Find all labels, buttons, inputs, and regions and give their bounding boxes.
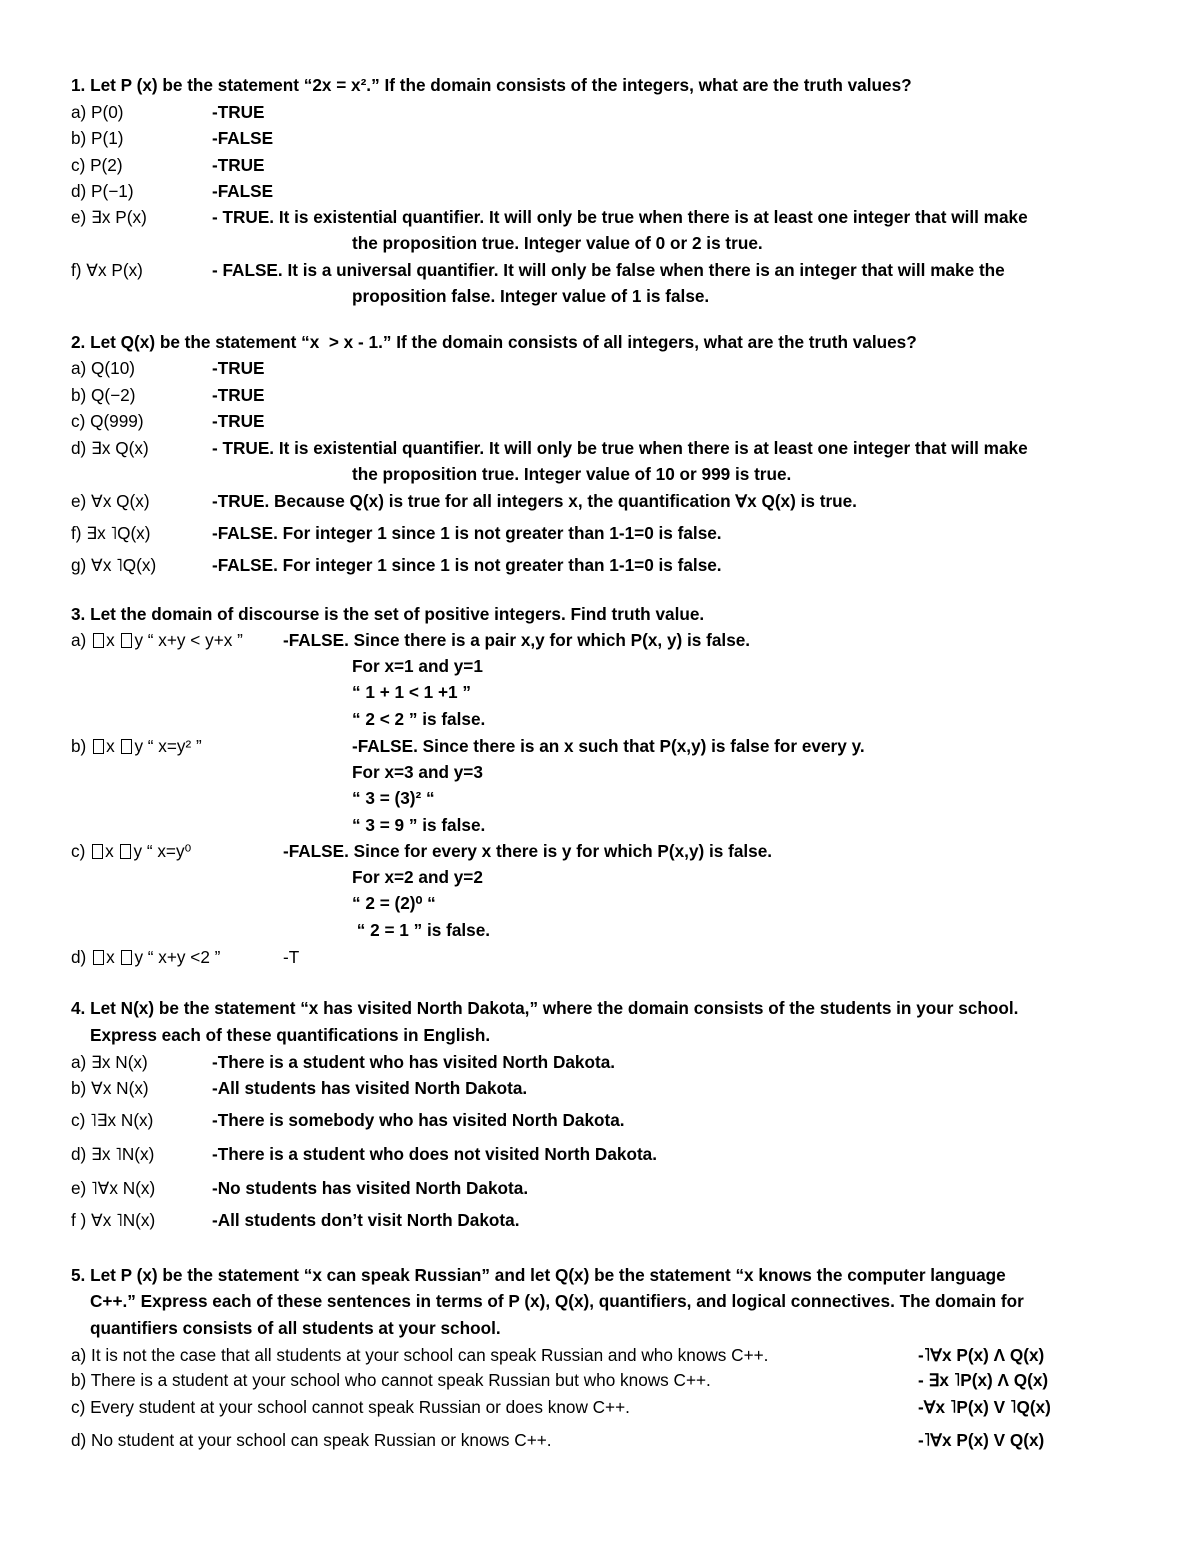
q3-a-work-1: For x=1 and y=1 — [352, 656, 483, 676]
q1-b-answer: -FALSE — [212, 128, 274, 148]
q1-c-answer: -TRUE — [212, 155, 265, 175]
q5-title-cont-2: quantifiers consists of all students at your school. — [90, 1318, 501, 1338]
q3-b-statement: y “ x=y² ” — [134, 736, 202, 756]
q4-d-answer: -There is a student who does not visited North Dakota. — [212, 1144, 658, 1164]
q3-b-work-3: “ 3 = 9 ” is false. — [352, 815, 486, 835]
q1-e-label: e) ∃x P(x) — [71, 207, 147, 227]
q3-a-statement: y “ x+y < y+x ” — [134, 630, 243, 650]
q3-b-work-1: For x=3 and y=3 — [352, 762, 483, 782]
q1-b-label: b) P(1) — [71, 128, 124, 148]
missing-glyph-box-icon — [120, 844, 131, 859]
q3-c-work-2: “ 2 = (2)⁰ “ — [352, 893, 436, 913]
missing-glyph-box-icon — [121, 739, 132, 754]
q3-c-var-x: x — [105, 841, 119, 861]
q4-b-label: b) ∀x N(x) — [71, 1078, 149, 1098]
missing-glyph-box-icon — [121, 633, 132, 648]
q4-b-answer: -All students has visited North Dakota. — [212, 1078, 528, 1098]
q2-a-answer: -TRUE — [212, 358, 265, 378]
q3-a-work-3: “ 2 < 2 ” is false. — [352, 709, 486, 729]
q4-d-label: d) ∃x ˥N(x) — [71, 1144, 155, 1164]
q3-b-work-2: “ 3 = (3)² “ — [352, 788, 435, 808]
q5-a-text: a) It is not the case that all students at your school can speak Russian and who knows C++. — [71, 1345, 769, 1365]
missing-glyph-box-icon — [92, 844, 103, 859]
q3-d-answer: -T — [283, 947, 300, 967]
q4-title: 4. Let N(x) be the statement “x has visited North Dakota,” where the domain consists of the students in your school. — [71, 998, 1019, 1018]
q3-title: 3. Let the domain of discourse is the set of positive integers. Find truth value. — [71, 604, 705, 624]
q3-d-var-x: x — [106, 947, 120, 967]
q2-title: 2. Let Q(x) be the statement “x > x - 1.” If the domain consists of all integers, what are the truth values? — [71, 332, 917, 352]
q2-g-label: g) ∀x ˥Q(x) — [71, 555, 157, 575]
q4-c-answer: -There is somebody who has visited North Dakota. — [212, 1110, 625, 1130]
missing-glyph-box-icon — [93, 950, 104, 965]
q3-b-answer: -FALSE. Since there is an x such that P(x,y) is false for every y. — [352, 736, 865, 756]
q2-b-label: b) Q(−2) — [71, 385, 136, 405]
q2-d-answer-cont: the proposition true. Integer value of 10 or 999 is true. — [352, 464, 792, 484]
q5-d-text: d) No student at your school can speak Russian or knows C++. — [71, 1430, 552, 1450]
q3-c-work-3: “ 2 = 1 ” is false. — [352, 920, 491, 940]
q3-a-prefix: a) — [71, 630, 92, 650]
q3-a-label — [71, 629, 243, 651]
q2-c-label: c) Q(999) — [71, 411, 144, 431]
q5-a-answer: -˥∀x P(x) Λ Q(x) — [918, 1345, 1045, 1365]
q1-f-answer-cont: proposition false. Integer value of 1 is false. — [352, 286, 710, 306]
q1-f-label: f) ∀x P(x) — [71, 260, 143, 280]
q3-c-prefix: c) — [71, 841, 91, 861]
q1-f-answer: - FALSE. It is a universal quantifier. It will only be false when there is an integer that will make the — [212, 260, 1005, 280]
q1-title: 1. Let P (x) be the statement “2x = x².” If the domain consists of the integers, what are the truth values? — [71, 75, 912, 95]
q3-c-label — [71, 840, 191, 862]
q3-d-label — [71, 946, 220, 968]
q3-b-var-x: x — [106, 736, 120, 756]
q2-e-label: e) ∀x Q(x) — [71, 491, 150, 511]
q2-c-answer: -TRUE — [212, 411, 265, 431]
q3-a-answer: -FALSE. Since there is a pair x,y for which P(x, y) is false. — [283, 630, 751, 650]
q5-b-text: b) There is a student at your school who cannot speak Russian but who knows C++. — [71, 1370, 711, 1390]
missing-glyph-box-icon — [93, 633, 104, 648]
q2-a-label: a) Q(10) — [71, 358, 135, 378]
q4-c-label: c) ˥∃x N(x) — [71, 1110, 154, 1130]
q1-e-answer: - TRUE. It is existential quantifier. It will only be true when there is at least one integer that will make — [212, 207, 1028, 227]
q3-a-work-2: “ 1 + 1 < 1 +1 ” — [352, 682, 471, 702]
q2-d-label: d) ∃x Q(x) — [71, 438, 149, 458]
q3-c-work-1: For x=2 and y=2 — [352, 867, 483, 887]
q2-e-answer: -TRUE. Because Q(x) is true for all integers x, the quantification ∀x Q(x) is true. — [212, 491, 857, 511]
q3-b-prefix: b) — [71, 736, 92, 756]
q1-d-answer: -FALSE — [212, 181, 274, 201]
q3-c-statement: y “ x=y⁰ — [133, 841, 192, 861]
q3-a-var-x: x — [106, 630, 120, 650]
q4-a-answer: -There is a student who has visited North Dakota. — [212, 1052, 616, 1072]
q5-title-cont-1: C++.” Express each of these sentences in terms of P (x), Q(x), quantifiers, and logical connectives. The domain for — [90, 1291, 1024, 1311]
q5-d-answer: -˥∀x P(x) V Q(x) — [918, 1430, 1045, 1450]
q1-d-label: d) P(−1) — [71, 181, 134, 201]
q5-c-answer: -∀x ˥P(x) V ˥Q(x) — [918, 1397, 1051, 1417]
q3-b-label — [71, 735, 202, 757]
q4-e-label: e) ˥∀x N(x) — [71, 1178, 156, 1198]
q3-c-answer: -FALSE. Since for every x there is y for which P(x,y) is false. — [283, 841, 773, 861]
q5-c-text: c) Every student at your school cannot speak Russian or does know C++. — [71, 1397, 630, 1417]
q2-f-label: f) ∃x ˥Q(x) — [71, 523, 151, 543]
q1-a-answer: -TRUE — [212, 102, 265, 122]
q4-f-label: f ) ∀x ˥N(x) — [71, 1210, 156, 1230]
q2-b-answer: -TRUE — [212, 385, 265, 405]
q4-f-answer: -All students don’t visit North Dakota. — [212, 1210, 520, 1230]
q4-title-cont: Express each of these quantifications in English. — [90, 1025, 491, 1045]
q1-c-label: c) P(2) — [71, 155, 123, 175]
q4-a-label: a) ∃x N(x) — [71, 1052, 148, 1072]
missing-glyph-box-icon — [93, 739, 104, 754]
q2-d-answer: - TRUE. It is existential quantifier. It will only be true when there is at least one integer that will make — [212, 438, 1028, 458]
missing-glyph-box-icon — [121, 950, 132, 965]
q5-b-answer: - ∃x ˥P(x) Λ Q(x) — [918, 1370, 1049, 1390]
q3-d-statement: y “ x+y <2 ” — [134, 947, 221, 967]
q3-d-prefix: d) — [71, 947, 92, 967]
q4-e-answer: -No students has visited North Dakota. — [212, 1178, 529, 1198]
q1-a-label: a) P(0) — [71, 102, 124, 122]
q5-title: 5. Let P (x) be the statement “x can speak Russian” and let Q(x) be the statement “x knows the computer language — [71, 1265, 1006, 1285]
q1-e-answer-cont: the proposition true. Integer value of 0 or 2 is true. — [352, 233, 763, 253]
q2-f-answer: -FALSE. For integer 1 since 1 is not greater than 1-1=0 is false. — [212, 523, 722, 543]
q2-g-answer: -FALSE. For integer 1 since 1 is not greater than 1-1=0 is false. — [212, 555, 722, 575]
